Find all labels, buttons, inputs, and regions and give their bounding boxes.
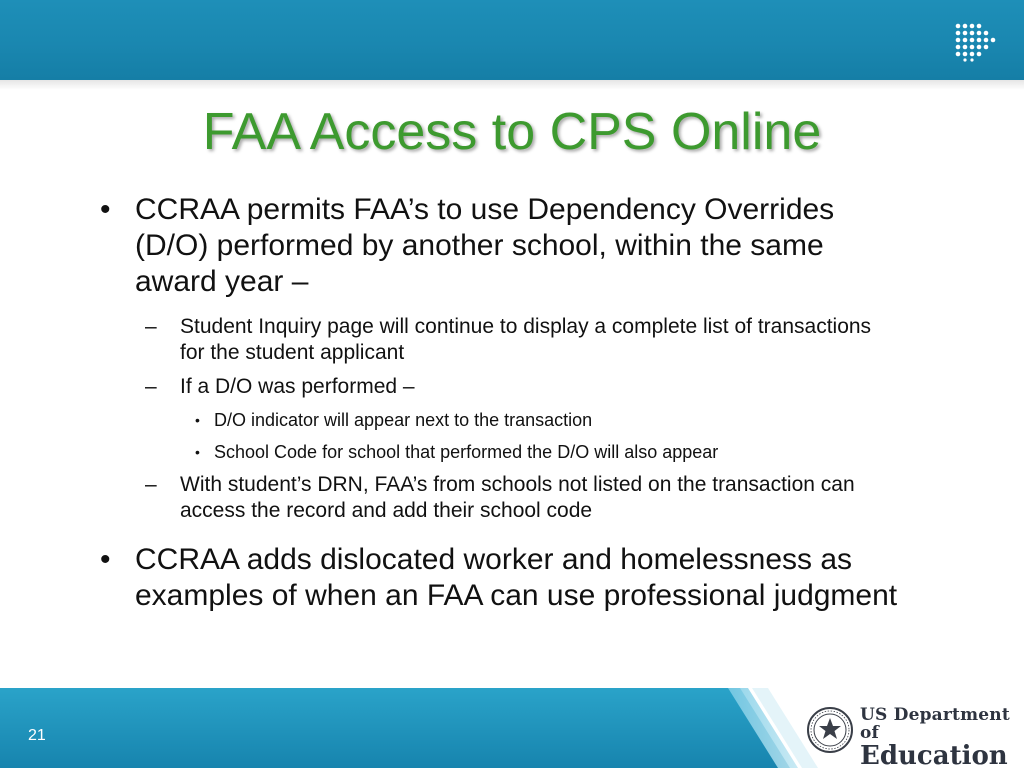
logo-line-2: Education	[860, 741, 1008, 768]
bullet-marker: •	[195, 444, 200, 460]
page-number: 21	[28, 727, 46, 744]
logo-line-1: US Department of	[860, 705, 1010, 743]
header-band	[0, 0, 1024, 80]
department-seal-icon	[806, 706, 854, 754]
sub-sub-bullet-item	[180, 408, 900, 432]
bullet-group	[100, 192, 900, 524]
sub-sub-bullet-text: School Code for school that performed the D/O will also appear	[214, 442, 719, 462]
dash-marker: –	[145, 315, 157, 338]
sub-bullet-text: Student Inquiry page will continue to display a complete list of transactions for the student applicant	[180, 315, 872, 364]
dash-marker: –	[145, 375, 157, 398]
sub-sub-bullet-item	[180, 440, 900, 464]
bullet-text: CCRAA adds dislocated worker and homelessness as examples of when an FAA can use professional judgment	[135, 543, 898, 612]
bullet-item	[100, 542, 900, 614]
sub-bullet-item	[135, 472, 900, 524]
bullet-marker: •	[100, 543, 111, 576]
dash-marker: –	[145, 473, 157, 496]
department-logo	[860, 706, 1024, 768]
bullet-marker: •	[195, 412, 200, 428]
bullet-item	[100, 192, 900, 300]
sub-bullet-text: If a D/O was performed –	[180, 375, 415, 398]
dot-grid-logo-icon	[954, 22, 1000, 62]
sub-bullet-text: With student’s DRN, FAA’s from schools not listed on the transaction can access the record and add their school code	[180, 473, 855, 522]
sub-bullet-item	[135, 314, 900, 366]
bullet-marker: •	[100, 193, 111, 226]
sub-sub-bullet-text: D/O indicator will appear next to the transaction	[214, 410, 593, 430]
header-shadow	[0, 80, 1024, 90]
sub-bullet-list	[100, 314, 900, 524]
slide-body	[100, 192, 900, 628]
sub-bullet-item	[135, 374, 900, 400]
slide-title: FAA Access to CPS Online	[202, 103, 822, 161]
bullet-text: CCRAA permits FAA’s to use Dependency Overrides (D/O) performed by another school, within the same award year –	[135, 193, 835, 298]
